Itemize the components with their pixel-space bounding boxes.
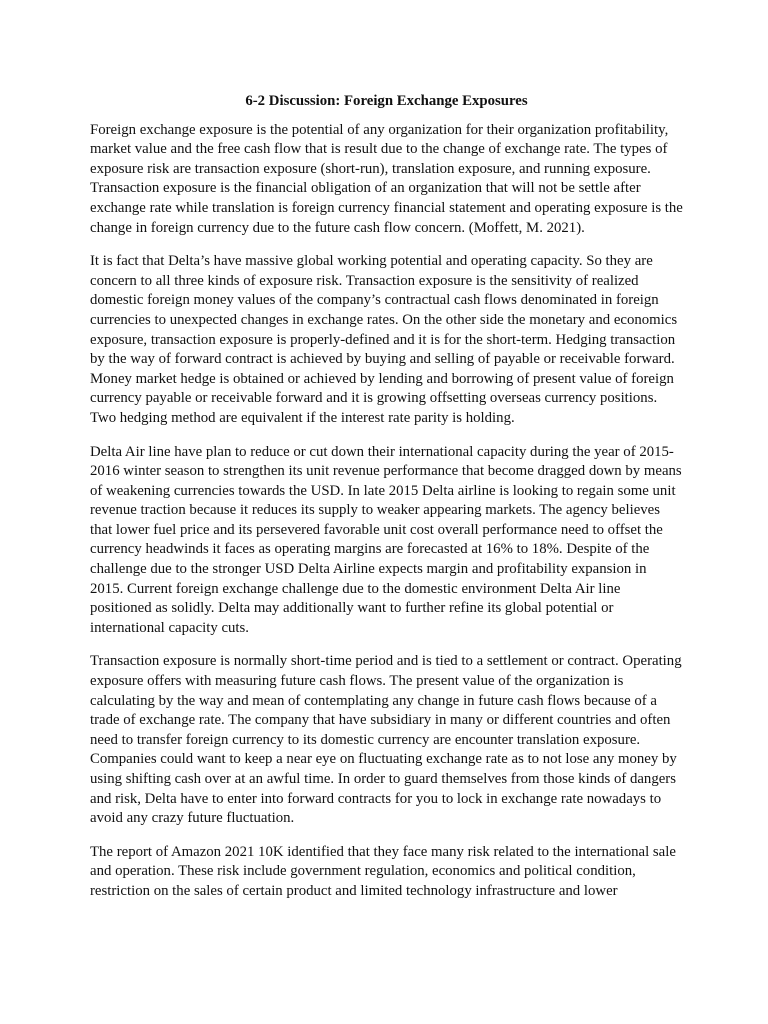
paragraph-definition: Foreign exchange exposure is the potential of any organization for their organization profitability, market value and the free cash flow that is result due to the change of exchange rate. The types of exposure risk are transaction exposure (short-run), translation exposure, and running exposure. Transaction exposure is the financial obligation of an organization that will not be settle after exchange rate while translation is foreign currency financial statement and operating exposure is the change in foreign currency due to the future cash flow concern. (Moffett, M. 2021).	[90, 121, 683, 236]
document-body	[90, 92, 683, 916]
paragraph-amazon-risk: The report of Amazon 2021 10K identified that they face many risk related to the international sale and operation. These risk include government regulation, economics and political condition, restriction on the sales of certain product and limited technology infrastructure and lower	[90, 843, 676, 899]
document-title: 6-2 Discussion: Foreign Exchange Exposures	[245, 93, 528, 109]
paragraph-exposure-types: Transaction exposure is normally short-time period and is tied to a settlement or contract. Operating exposure offers with measuring future cash flows. The present value of the organization is calculating by the way and mean of contemplating any change in future cash flows because of a trade of exchange rate. The company that have subsidiary in many or different countries and often need to transfer foreign currency to its domestic currency are encounter translation exposure. Companies could want to keep a near eye on fluctuating exchange rate as to not lose any money by using shifting cash over at an awful time. In order to guard themselves from those kinds of dangers and risk, Delta have to enter into forward contracts for you to lock in exchange rate nowadays to avoid any crazy future fluctuation.	[90, 653, 682, 827]
paragraph-delta-exposure: It is fact that Delta’s have massive global working potential and operating capacity. So they are concern to all three kinds of exposure risk. Transaction exposure is the sensitivity of realized domestic foreign money values of the company’s contractual cash flows denominated in foreign currencies to unexpected changes in exchange rates. On the other side the monetary and economics exposure, transaction exposure is properly-defined and it is for the short-term. Hedging transaction by the way of forward contract is achieved by buying and selling of payable or receivable forward. Money market hedge is obtained or achieved by lending and borrowing of present value of foreign currency payable or receivable forward and it is growing offsetting overseas currency positions. Two hedging method are equivalent if the interest rate parity is holding.	[90, 253, 678, 426]
paragraph-delta-capacity: Delta Air line have plan to reduce or cut down their international capacity during the year of 2015-2016 winter season to strengthen its unit revenue performance that become dragged down by means of weakening currencies towards the USD. In late 2015 Delta airline is looking to regain some unit revenue traction because it reduces its supply to weaker appearing markets. The agency believes that lower fuel price and its persevered favorable unit cost overall performance need to offset the currency headwinds it faces as operating margins are forecasted at 16% to 18%. Despite of the challenge due to the stronger USD Delta Airline expects margin and profitability expansion in 2015. Current foreign exchange challenge due to the domestic environment Delta Air line positioned as solidly. Delta may additionally want to further refine its global potential or international capacity cuts.	[90, 443, 682, 636]
